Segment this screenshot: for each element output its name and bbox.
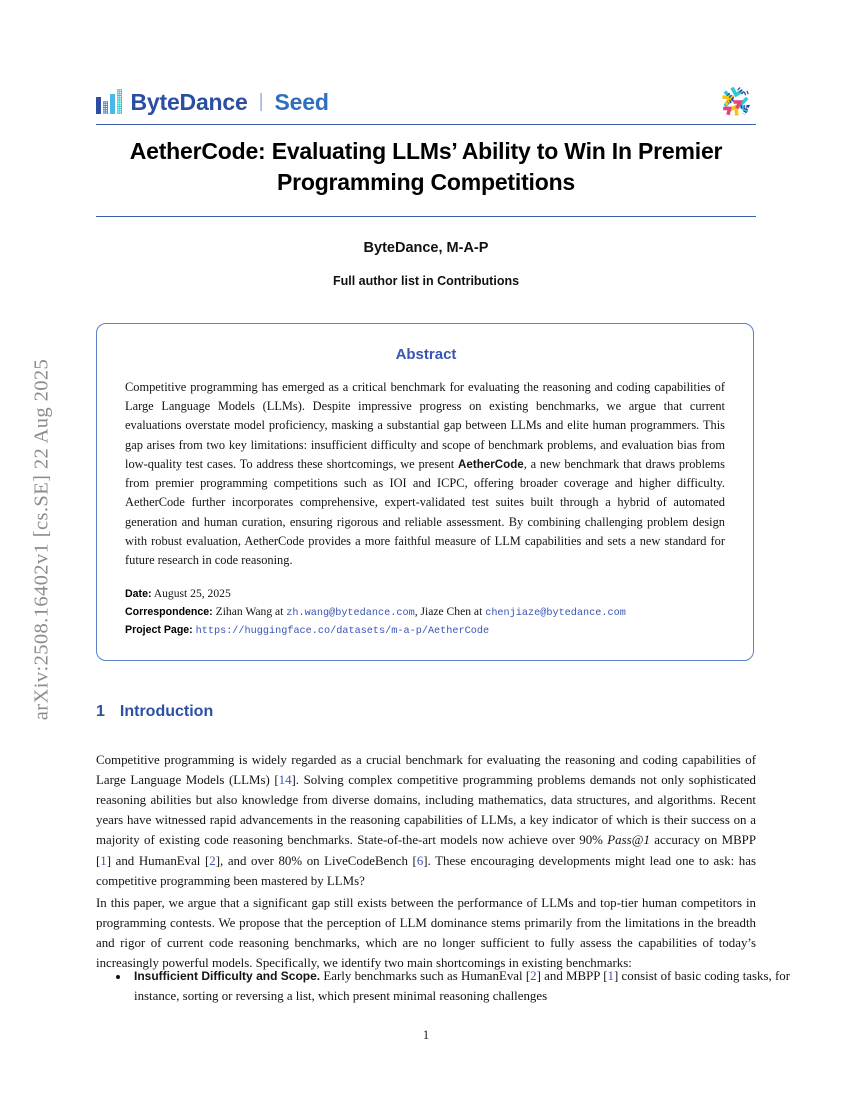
correspondence-email-1[interactable]: zh.wang@bytedance.com bbox=[286, 607, 415, 619]
bullet-citation-2[interactable]: 2 bbox=[530, 969, 537, 983]
p1-text-d: ] and HumanEval [ bbox=[106, 853, 210, 868]
correspondence-row bbox=[125, 603, 735, 622]
intro-paragraph-2: In this paper, we argue that a significant gap still exists between the performance of LLMs and top-tier human competitors in programming contests. We propose that the perception of LLM dominance stems primarily from the limitations in the breadth and rigor of current code reasoning benchmarks, which are no longer sufficient to fully assess the capabilities of today’s increasingly powerful models. Specifically, we identify two main shortcomings in existing benchmarks: bbox=[96, 895, 756, 971]
map-star-logo bbox=[716, 82, 756, 122]
p1-italic-pass-at-1: Pass@1 bbox=[607, 833, 650, 848]
date-value: August 25, 2025 bbox=[153, 587, 231, 600]
citation-6[interactable]: 6 bbox=[416, 853, 424, 868]
section-number: 1 bbox=[96, 703, 105, 720]
abstract-text-part-2: , a new benchmark that draws problems from premier programming competitions such as IOI and ICPC, offering broader coverage and higher difficulty. AetherCode further incorporates comprehensive, expert-validated test suites built through a hybrid of automated generation and human curation, ensuring rigorous and reliable assessment. By combining challenging problem design with robust evaluation, AetherCode provides a more faithful measure of LLM capabilities and sets a new standard for future research in code reasoning. bbox=[125, 456, 726, 567]
bullet-1-text-b: ] and MBPP [ bbox=[536, 969, 608, 983]
correspondence-join: , bbox=[414, 604, 421, 618]
bullet-1-text-a: Early benchmarks such as HumanEval [ bbox=[320, 969, 531, 983]
abstract-text bbox=[125, 378, 725, 570]
paper-page bbox=[96, 0, 790, 1100]
section-title: Introduction bbox=[119, 703, 214, 720]
header-divider bbox=[96, 124, 756, 125]
abstract-text-part-1: Competitive programming has emerged as a critical benchmark for evaluating the reasoning and coding capabilities of Large Language Models (LLMs). Despite impressive progress on existing benchmarks, we argue that current evaluations overstate model proficiency, masking a substantial gap between LLMs and elite human programmers. This gap arises from two key limitations: insufficient difficulty and scope of benchmark problems, and evaluation bias from low-quality test cases. To address these shortcomings, we present bbox=[125, 380, 725, 471]
shortcomings-list bbox=[96, 966, 790, 1006]
p1-text-b: ]. Solving complex competitive programming problems demands not only sophisticated reasoning abilities but also knowledge from diverse domains, including mathematics, data structures, and algorithms. Recent years have witnessed rapid advancements in the reasoning capabilities of LLMs, a key indicator of which is their success on a majority of existing code reasoning benchmarks. State-of-the-art models now achieve over 90% bbox=[96, 773, 756, 848]
page-title: AetherCode: Evaluating LLMs’ Ability to Win In Premier Programming Competitions bbox=[129, 138, 723, 195]
abstract-metadata bbox=[125, 585, 735, 640]
p1-text-f: ]. These encouraging developments might lead one to ask: has competitive programming been mastered by LLMs? bbox=[96, 853, 756, 888]
arxiv-identifier-stamp: arXiv:2508.16402v1 [cs.SE] 22 Aug 2025 bbox=[30, 358, 53, 721]
correspondence-email-2[interactable]: chenjiaze@bytedance.com bbox=[485, 607, 626, 619]
date-row bbox=[125, 585, 735, 603]
section-heading-introduction bbox=[96, 703, 213, 721]
bullet-1-bold-label: Insufficient Difficulty and Scope. bbox=[134, 969, 321, 983]
project-page-label: Project Page: bbox=[125, 624, 193, 637]
bytedance-bars-icon bbox=[96, 90, 122, 114]
bytedance-seed-logo bbox=[96, 89, 329, 116]
author-line: ByteDance, M-A-P bbox=[363, 240, 489, 256]
p1-text-a: Competitive programming is widely regarded as a crucial benchmark for evaluating the reasoning and coding capabilities of Large Language Models (LLMs) [ bbox=[96, 752, 756, 788]
intro-paragraph-1 bbox=[96, 750, 756, 891]
bullet-citation-1[interactable]: 1 bbox=[607, 969, 614, 983]
page-number: 1 bbox=[422, 1028, 430, 1042]
brand-separator: | bbox=[258, 91, 264, 112]
citation-14[interactable]: 14 bbox=[278, 773, 292, 788]
bullet-1-text-c: ] consist of basic coding tasks, for instance, sorting or reversing a list, which present minimal reasoning challenges bbox=[134, 969, 790, 1004]
abstract-heading: Abstract bbox=[395, 346, 457, 363]
project-page-row bbox=[125, 621, 735, 640]
abstract-bold-term: AetherCode bbox=[458, 457, 524, 471]
author-note: Full author list in Contributions bbox=[332, 274, 520, 288]
list-item bbox=[130, 966, 790, 1006]
correspondence-name-2: Jiaze Chen at bbox=[420, 604, 483, 618]
correspondence-label: Correspondence: bbox=[125, 605, 213, 618]
citation-2[interactable]: 2 bbox=[209, 853, 216, 868]
paper-header bbox=[96, 82, 756, 122]
date-label: Date: bbox=[125, 588, 152, 600]
p1-text-e: ], and over 80% on LiveCodeBench [ bbox=[215, 853, 417, 868]
citation-1[interactable]: 1 bbox=[100, 853, 107, 868]
title-divider bbox=[96, 216, 756, 217]
brand-name: ByteDance bbox=[130, 88, 248, 115]
correspondence-name-1: Zihan Wang at bbox=[215, 604, 284, 618]
project-page-link[interactable]: https://huggingface.co/datasets/m-a-p/AetherCode bbox=[195, 626, 490, 638]
brand-sub-name: Seed bbox=[274, 88, 329, 115]
p1-text-c: accuracy on MBPP [ bbox=[96, 833, 757, 868]
